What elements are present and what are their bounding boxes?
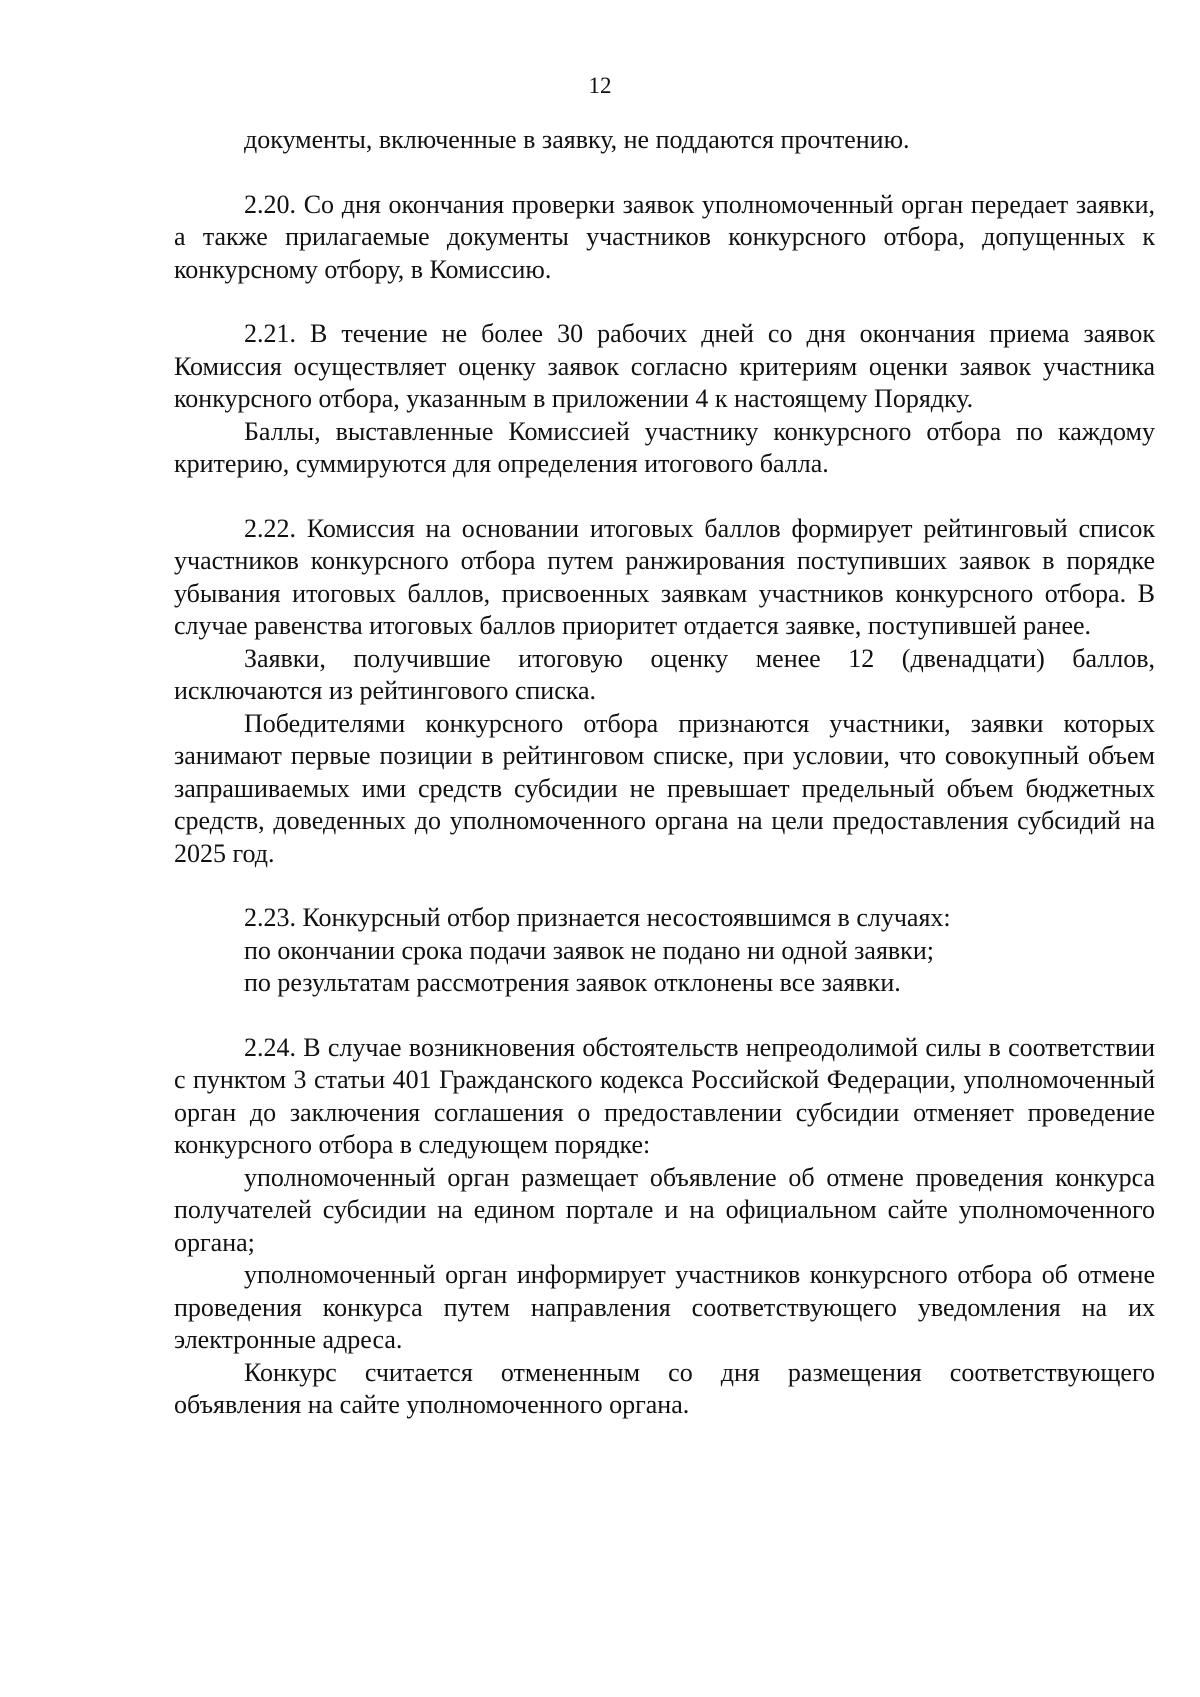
paragraph-2-24-step-1: уполномоченный орган размещает объявление об отмене проведения конкурса получателей субсидии на едином портале и на официальном сайте уполномоченного органа; xyxy=(174,1162,1155,1257)
paragraph-2-24-step-2: уполномоченный орган информирует участников конкурсного отбора об отмене проведения конкурса путем направления соответствующего уведомления на их электронные адреса. xyxy=(174,1260,1155,1354)
paragraph-2-23-case-2: по результатам рассмотрения заявок отклонены все заявки. xyxy=(244,968,901,997)
paragraph-2-22-winners: Победителями конкурсного отбора признаются участники, заявки которых занимают первые позиции в рейтинговом списке, при условии, что совокупный объем запрашиваемых ими средств субсидии не превышает предельный объем бюджетных средств, доведенных до уполномоченного органа на цели предоставления субсидий на 2025 год. xyxy=(174,708,1155,868)
page-number: 12 xyxy=(588,73,612,98)
paragraph-2-20: 2.20. Со дня окончания проверки заявок уполномоченный орган передает заявки, а также прилагаемые документы участников конкурсного отбора, допущенных к конкурсному отбору, в Комиссию. xyxy=(174,189,1155,284)
paragraph-2-23-case-1: по окончании срока подачи заявок не подано ни одной заявки; xyxy=(244,935,934,965)
paragraph-2-21: 2.21. В течение не более 30 рабочих дней со дня окончания приема заявок Комиссия осуществляет оценку заявок согласно критериям оценки заявок участника конкурсного отбора, указанным в приложении 4 к настоящему Порядку. xyxy=(174,319,1155,413)
paragraph-continuation: документы, включенные в заявку, не поддаются прочтению. xyxy=(244,125,910,154)
paragraph-2-22: 2.22. Комиссия на основании итоговых баллов формирует рейтинговый список участников конкурсного отбора путем ранжирования поступивших заявок в порядке убывания итоговых баллов, присвоенных заявкам участников конкурсного отбора. В случае равенства итоговых баллов приоритет отдается заявке, поступившей ранее. xyxy=(174,513,1155,640)
paragraph-2-23: 2.23. Конкурсный отбор признается несостоявшимся в случаях: xyxy=(244,903,951,932)
paragraph-2-24: 2.24. В случае возникновения обстоятельств непреодолимой силы в соответствии с пунктом 3 статьи 401 Гражданского кодекса Российской Федерации, уполномоченный орган до заключения соглашения о предоставлении субсидии отменяет проведение конкурсного отбора в следующем порядке: xyxy=(174,1032,1155,1159)
paragraph-2-24-cancelled: Конкурс считается отмененным со дня размещения соответствующего объявления на сайте уполномоченного органа. xyxy=(174,1357,1155,1419)
paragraph-2-22-exclusion: Заявки, получившие итоговую оценку менее 12 (двенадцати) баллов, исключаются из рейтингового списка. xyxy=(174,643,1155,705)
document-body xyxy=(174,124,1155,1422)
paragraph-2-21-scores: Баллы, выставленные Комиссией участнику конкурсного отбора по каждому критерию, суммируются для определения итогового балла. xyxy=(174,416,1155,478)
